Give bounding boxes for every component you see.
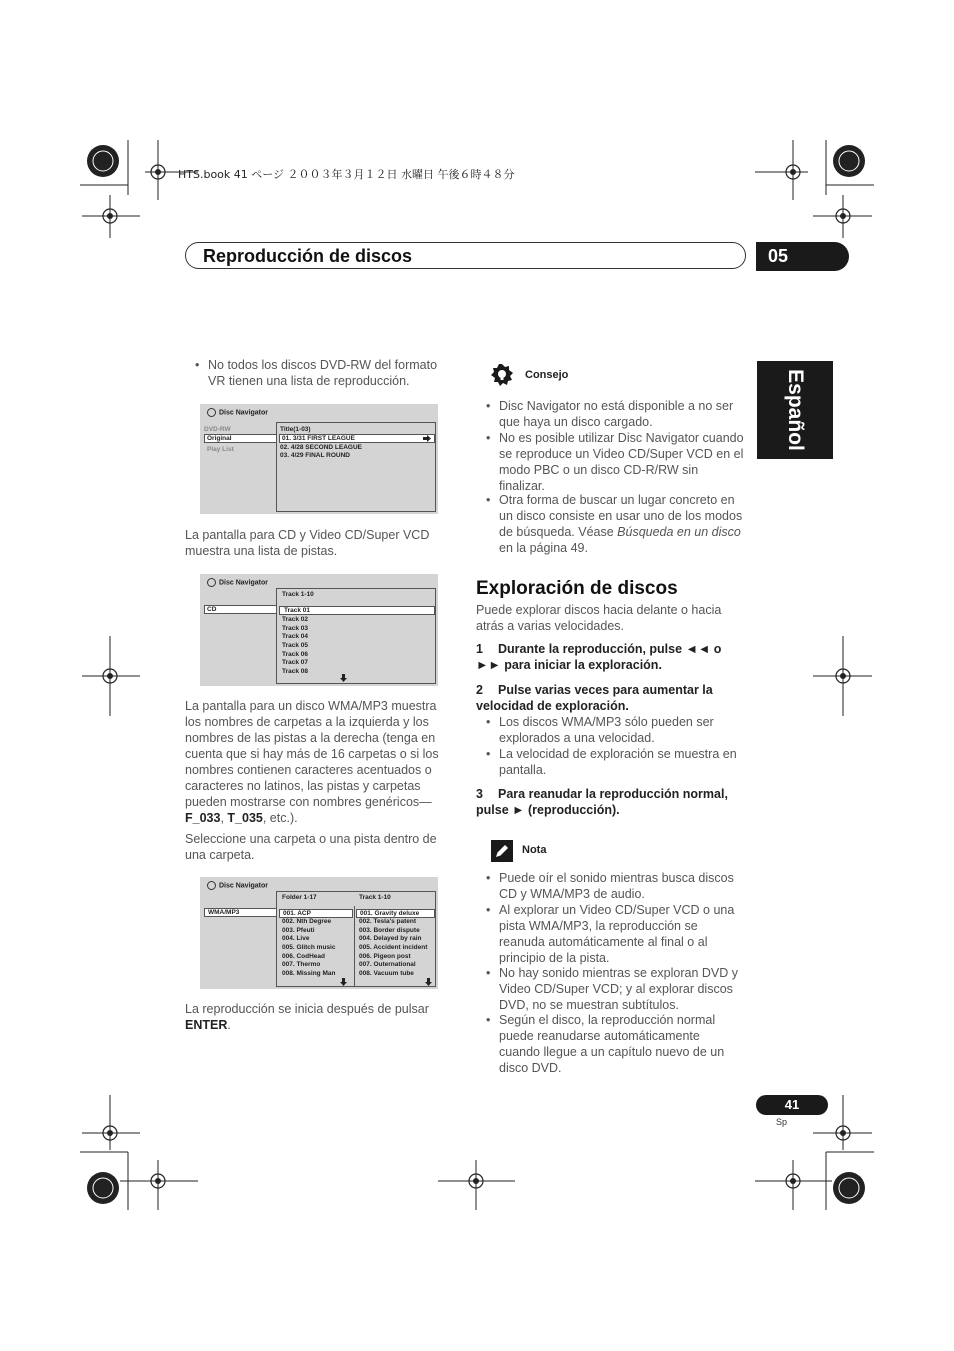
- arrow-down-icon: [340, 978, 347, 986]
- disc-navigator-screen-wma: [200, 877, 438, 989]
- print-header: HTS.book 41 ページ ２００３年３月１２日 水曜日 午後６時４８分: [178, 168, 515, 181]
- language-tab: [757, 361, 833, 459]
- track-item[interactable]: 001. Gravity deluxe: [356, 909, 435, 918]
- left-item-wma[interactable]: WMA/MP3: [204, 908, 278, 917]
- list-heading: Track 1-10: [282, 591, 314, 598]
- arrow-down-icon: [425, 978, 432, 986]
- folder-item[interactable]: 008. Missing Man: [282, 970, 336, 977]
- list-item[interactable]: Track 06: [282, 651, 309, 658]
- language-code: Sp: [776, 1117, 788, 1127]
- note-bullet: • Al explorar un Video CD/Super VCD o una pista WMA/MP3, la reproducción se reanuda automáticamente al final o al principio de la pista.: [499, 902, 744, 966]
- list-item[interactable]: Track 07: [282, 659, 309, 666]
- tip-bullet: • No es posible utilizar Disc Navigator cuando se reproduce un Video CD/Super VCD en el modo PBC o un disco CD-R/RW sin finalizar.: [499, 430, 744, 494]
- arrow-down-icon: [340, 674, 347, 682]
- list-item[interactable]: 03. 4/29 FINAL ROUND: [280, 452, 350, 459]
- list-item[interactable]: Track 04: [282, 633, 309, 640]
- folder-item[interactable]: 002. Nth Degree: [282, 918, 332, 925]
- list-item[interactable]: Track 08: [282, 668, 309, 675]
- step-1: 1 Durante la reproducción, pulse ◄◄ o ►► para iniciar la exploración.: [476, 642, 722, 672]
- note-bullet: • Según el disco, la reproducción normal puede reanudarse automáticamente cuando llegue a un capítulo nuevo de un disco DVD.: [499, 1012, 744, 1076]
- lightbulb-icon: [491, 364, 513, 386]
- para-select-folder: Seleccione una carpeta o una pista dentro de una carpeta.: [185, 832, 437, 862]
- track-item[interactable]: 007. Outernational: [359, 961, 416, 968]
- list-item[interactable]: Track 02: [282, 616, 309, 623]
- page-title: Reproducción de discos: [203, 246, 413, 266]
- folder-item[interactable]: 006. CodHead: [282, 953, 325, 960]
- track-item[interactable]: 006. Pigeon post: [359, 953, 411, 960]
- list-item[interactable]: 01. 3/31 FIRST LEAGUE: [279, 434, 435, 443]
- track-item[interactable]: 004. Delayed by rain: [359, 935, 422, 942]
- para-wma-list: La pantalla para un disco WMA/MP3 muestra los nombres de carpetas a la izquierda y los nombres de las pistas a la derecha (tenga en cuenta que si hay más de 16 carpetas o si los nombres contienen caracteres acentuados o caracteres no latinos, las pistas y carpetas pueden mostrarse con nombres genéricos—F_033, T_035, etc.).: [185, 699, 439, 825]
- note-bullet: • Puede oír el sonido mientras busca discos CD y WMA/MP3 de audio.: [499, 870, 744, 902]
- disc-icon: [207, 578, 216, 587]
- note-label: Nota: [522, 844, 547, 856]
- step-3: 3 Para reanudar la reproducción normal, pulse ► (reproducción).: [476, 787, 728, 817]
- screen-title: Disc Navigator: [207, 578, 268, 587]
- tip-label: Consejo: [525, 369, 569, 381]
- list-item[interactable]: Track 03: [282, 625, 309, 632]
- pencil-note-icon: [491, 840, 513, 862]
- folder-heading: Folder 1-17: [282, 894, 317, 901]
- step2-bullet: • Los discos WMA/MP3 sólo pueden ser explorados a una velocidad.: [499, 714, 744, 746]
- disc-icon: [207, 408, 216, 417]
- language-tab-label: Español: [784, 369, 807, 451]
- page-number: 41: [756, 1095, 828, 1115]
- folder-item[interactable]: 005. Glitch music: [282, 944, 336, 951]
- list-item[interactable]: Track 05: [282, 642, 309, 649]
- folder-item[interactable]: 007. Thermo: [282, 961, 321, 968]
- list-heading: Title(1-03): [280, 426, 311, 433]
- step2-bullet: • La velocidad de exploración se muestra en pantalla.: [499, 746, 744, 778]
- list-item[interactable]: 02. 4/28 SECOND LEAGUE: [280, 444, 362, 451]
- folder-item[interactable]: 003. Pfeuti: [282, 927, 315, 934]
- disc-navigator-screen-cd: [200, 574, 438, 686]
- track-item[interactable]: 003. Border dispute: [359, 927, 420, 934]
- track-heading: Track 1-10: [359, 894, 391, 901]
- left-item-original[interactable]: Original: [204, 434, 278, 443]
- chapter-badge: 05: [756, 242, 849, 271]
- track-item[interactable]: 002. Tesla's patent: [359, 918, 417, 925]
- track-item[interactable]: 008. Vacuum tube: [359, 970, 414, 977]
- bullet-playlist-note: • No todos los discos DVD-RW del formato VR tienen una lista de reproducción.: [208, 357, 453, 389]
- tip-bullet: • Otra forma de buscar un lugar concreto en un disco consiste en usar uno de los modos de búsqueda. Véase Búsqueda en un disco en la página 49.: [499, 492, 744, 556]
- left-item-cd[interactable]: CD: [204, 605, 278, 614]
- tip-bullet: • Disc Navigator no está disponible a no ser que haya un disco cargado.: [499, 398, 744, 430]
- folder-item[interactable]: 004. Live: [282, 935, 310, 942]
- folder-item[interactable]: 001. ACP: [279, 909, 353, 918]
- screen-title: Disc Navigator: [207, 408, 268, 417]
- para-cd-list: La pantalla para CD y Video CD/Super VCD muestra una lista de pistas.: [185, 528, 430, 558]
- list-item[interactable]: Track 01: [279, 606, 435, 615]
- step-2: 2 Pulse varias veces para aumentar la velocidad de exploración.: [476, 683, 713, 713]
- section-title: Exploración de discos: [476, 578, 678, 599]
- disc-navigator-screen-dvd: [200, 404, 438, 514]
- title-list-panel: [276, 422, 436, 512]
- disc-label: DVD-RW: [204, 426, 231, 433]
- disc-icon: [207, 881, 216, 890]
- arrow-right-icon: [423, 435, 431, 442]
- track-list-panel: [276, 588, 436, 684]
- left-item-playlist[interactable]: Play List: [207, 446, 234, 453]
- note-bullet: • No hay sonido mientras se exploran DVD y Video CD/Super VCD; y al explorar discos DVD, no se muestran subtítulos.: [499, 965, 744, 1013]
- screen-title: Disc Navigator: [207, 881, 268, 890]
- track-item[interactable]: 005. Accident incident: [359, 944, 428, 951]
- folder-track-panel: [276, 891, 436, 987]
- para-enter: La reproducción se inicia después de pulsar ENTER.: [185, 1002, 429, 1032]
- section-intro: Puede explorar discos hacia delante o hacia atrás a varias velocidades.: [476, 603, 722, 633]
